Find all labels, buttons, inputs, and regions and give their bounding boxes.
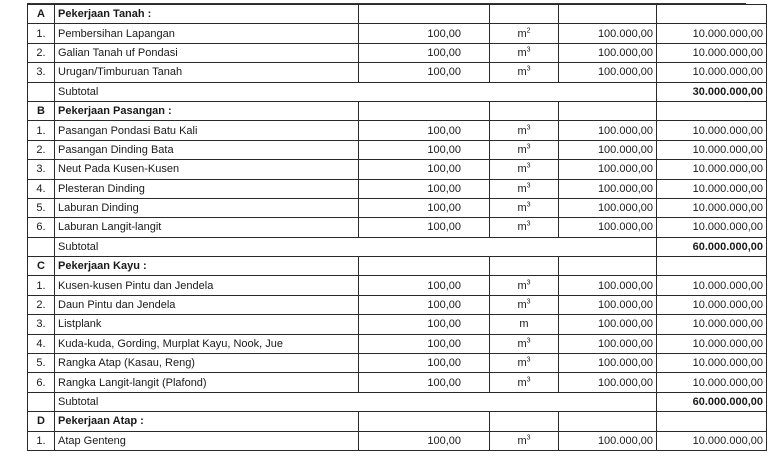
unit-exponent: 3 — [526, 375, 531, 383]
empty-cell — [28, 82, 55, 101]
item-number: 2. — [28, 43, 55, 62]
table-row — [28, 334, 767, 353]
item-unit — [490, 431, 559, 450]
unit-label: m — [517, 163, 527, 176]
item-total: 10.000.000,00 — [657, 295, 767, 314]
item-description: Urugan/Timburuan Tanah — [55, 63, 359, 82]
section-header-row — [28, 257, 767, 276]
unit-label: m — [517, 202, 527, 215]
empty-cell — [359, 82, 490, 101]
item-total: 10.000.000,00 — [657, 121, 767, 140]
item-unit-price: 100.000,00 — [559, 431, 657, 450]
item-number: 5. — [28, 198, 55, 217]
item-unit — [490, 43, 559, 62]
item-description: Laburan Dinding — [55, 198, 359, 217]
item-number: 1. — [28, 276, 55, 295]
table-row — [28, 63, 767, 82]
empty-cell — [559, 412, 657, 431]
item-unit — [490, 160, 559, 179]
item-unit-price: 100.000,00 — [559, 121, 657, 140]
item-description: Kuda-kuda, Gording, Murplat Kayu, Nook, Jue — [55, 334, 359, 353]
section-letter: B — [28, 101, 55, 120]
section-header-row — [28, 101, 767, 120]
item-number: 6. — [28, 373, 55, 392]
table-row — [28, 179, 767, 198]
empty-cell — [359, 5, 490, 24]
item-volume: 100,00 — [359, 179, 490, 198]
unit-exponent: 3 — [526, 65, 531, 73]
item-unit — [490, 373, 559, 392]
item-unit-price: 100.000,00 — [559, 373, 657, 392]
item-volume: 100,00 — [359, 24, 490, 43]
item-unit-price: 100.000,00 — [559, 140, 657, 159]
item-total: 10.000.000,00 — [657, 179, 767, 198]
item-number: 4. — [28, 334, 55, 353]
item-total: 10.000.000,00 — [657, 160, 767, 179]
table-row — [28, 198, 767, 217]
item-volume: 100,00 — [359, 218, 490, 237]
item-number: 3. — [28, 63, 55, 82]
item-number: 1. — [28, 121, 55, 140]
item-total: 10.000.000,00 — [657, 354, 767, 373]
unit-label: m — [517, 434, 527, 447]
subtotal-label: Subtotal — [55, 82, 359, 101]
unit-exponent: 3 — [526, 123, 531, 131]
table-row — [28, 431, 767, 450]
unit-label: m — [517, 182, 527, 195]
item-number: 2. — [28, 140, 55, 159]
empty-cell — [490, 257, 559, 276]
empty-cell — [359, 237, 490, 256]
empty-cell — [559, 5, 657, 24]
item-unit-price: 100.000,00 — [559, 276, 657, 295]
item-number: 1. — [28, 431, 55, 450]
item-description: Rangka Langit-langit (Plafond) — [55, 373, 359, 392]
item-total: 10.000.000,00 — [657, 63, 767, 82]
item-unit-price: 100.000,00 — [559, 354, 657, 373]
unit-exponent: 3 — [526, 298, 531, 306]
table-row — [28, 276, 767, 295]
unit-label: m — [517, 66, 527, 79]
unit-exponent: 3 — [526, 434, 531, 442]
empty-cell — [490, 412, 559, 431]
item-total: 10.000.000,00 — [657, 24, 767, 43]
item-description: Atap Genteng — [55, 431, 359, 450]
subtotal-value: 60.000.000,00 — [657, 392, 767, 411]
empty-cell — [490, 392, 559, 411]
empty-cell — [28, 392, 55, 411]
unit-label: m — [517, 279, 527, 292]
section-title: Pekerjaan Kayu : — [55, 257, 359, 276]
item-unit-price: 100.000,00 — [559, 218, 657, 237]
section-title: Pekerjaan Atap : — [55, 412, 359, 431]
subtotal-label: Subtotal — [55, 237, 359, 256]
unit-label: m — [517, 337, 527, 350]
item-total: 10.000.000,00 — [657, 218, 767, 237]
section-title: Pekerjaan Pasangan : — [55, 101, 359, 120]
unit-label: m — [519, 318, 529, 331]
section-letter: C — [28, 257, 55, 276]
item-unit — [490, 295, 559, 314]
item-total: 10.000.000,00 — [657, 276, 767, 295]
table-row — [28, 315, 767, 334]
item-unit — [490, 276, 559, 295]
item-unit-price: 100.000,00 — [559, 315, 657, 334]
unit-label: m — [517, 27, 527, 40]
item-number: 1. — [28, 24, 55, 43]
item-description: Listplank — [55, 315, 359, 334]
item-unit — [490, 315, 559, 334]
item-volume: 100,00 — [359, 373, 490, 392]
unit-exponent: 3 — [526, 337, 531, 345]
item-unit-price: 100.000,00 — [559, 160, 657, 179]
empty-cell — [28, 237, 55, 256]
empty-cell — [657, 5, 767, 24]
empty-cell — [657, 101, 767, 120]
table-row — [28, 218, 767, 237]
cost-estimate-sheet — [27, 0, 763, 451]
table-row — [28, 43, 767, 62]
empty-cell — [657, 412, 767, 431]
item-volume: 100,00 — [359, 354, 490, 373]
section-title: Pekerjaan Tanah : — [55, 5, 359, 24]
unit-exponent: 3 — [526, 201, 531, 209]
empty-cell — [559, 82, 657, 101]
item-volume: 100,00 — [359, 295, 490, 314]
unit-label: m — [517, 124, 527, 137]
unit-label: m — [517, 376, 527, 389]
item-unit — [490, 179, 559, 198]
item-description: Pasangan Pondasi Batu Kali — [55, 121, 359, 140]
item-unit — [490, 218, 559, 237]
unit-label: m — [517, 143, 527, 156]
empty-cell — [559, 237, 657, 256]
item-number: 3. — [28, 315, 55, 334]
subtotal-row — [28, 82, 767, 101]
subtotal-value: 30.000.000,00 — [657, 82, 767, 101]
item-total: 10.000.000,00 — [657, 315, 767, 334]
item-description: Neut Pada Kusen-Kusen — [55, 160, 359, 179]
item-volume: 100,00 — [359, 43, 490, 62]
item-number: 3. — [28, 160, 55, 179]
unit-label: m — [517, 357, 527, 370]
table-body — [28, 5, 767, 451]
item-volume: 100,00 — [359, 160, 490, 179]
item-unit — [490, 334, 559, 353]
item-total: 10.000.000,00 — [657, 198, 767, 217]
item-volume: 100,00 — [359, 276, 490, 295]
empty-cell — [359, 101, 490, 120]
item-total: 10.000.000,00 — [657, 334, 767, 353]
empty-cell — [559, 101, 657, 120]
item-number: 6. — [28, 218, 55, 237]
empty-cell — [559, 257, 657, 276]
empty-cell — [359, 257, 490, 276]
empty-cell — [359, 392, 490, 411]
item-unit-price: 100.000,00 — [559, 334, 657, 353]
item-unit-price: 100.000,00 — [559, 179, 657, 198]
item-unit — [490, 140, 559, 159]
item-unit-price: 100.000,00 — [559, 24, 657, 43]
item-total: 10.000.000,00 — [657, 431, 767, 450]
table-row — [28, 121, 767, 140]
item-description: Daun Pintu dan Jendela — [55, 295, 359, 314]
item-volume: 100,00 — [359, 63, 490, 82]
item-description: Rangka Atap (Kasau, Reng) — [55, 354, 359, 373]
section-header-row — [28, 412, 767, 431]
cost-estimate-table — [27, 4, 767, 451]
empty-cell — [559, 392, 657, 411]
unit-exponent: 3 — [526, 356, 531, 364]
unit-label: m — [517, 299, 527, 312]
item-number: 2. — [28, 295, 55, 314]
empty-cell — [657, 257, 767, 276]
table-row — [28, 354, 767, 373]
item-unit — [490, 63, 559, 82]
subtotal-row — [28, 237, 767, 256]
item-description: Laburan Langit-langit — [55, 218, 359, 237]
unit-exponent: 3 — [526, 162, 531, 170]
item-description: Kusen-kusen Pintu dan Jendela — [55, 276, 359, 295]
empty-cell — [359, 412, 490, 431]
item-total: 10.000.000,00 — [657, 373, 767, 392]
subtotal-row — [28, 392, 767, 411]
item-description: Pembersihan Lapangan — [55, 24, 359, 43]
section-letter: D — [28, 412, 55, 431]
item-volume: 100,00 — [359, 431, 490, 450]
item-unit — [490, 198, 559, 217]
empty-cell — [490, 82, 559, 101]
item-unit — [490, 121, 559, 140]
table-row — [28, 373, 767, 392]
item-description: Plesteran Dinding — [55, 179, 359, 198]
section-header-row — [28, 5, 767, 24]
unit-label: m — [517, 221, 527, 234]
item-number: 4. — [28, 179, 55, 198]
unit-exponent: 3 — [526, 279, 531, 286]
empty-cell — [490, 101, 559, 120]
table-row — [28, 160, 767, 179]
item-volume: 100,00 — [359, 121, 490, 140]
section-letter: A — [28, 5, 55, 24]
item-total: 10.000.000,00 — [657, 43, 767, 62]
item-number: 5. — [28, 354, 55, 373]
item-unit — [490, 354, 559, 373]
item-description: Galian Tanah uf Pondasi — [55, 43, 359, 62]
item-volume: 100,00 — [359, 334, 490, 353]
unit-exponent: 3 — [526, 182, 531, 190]
item-volume: 100,00 — [359, 315, 490, 334]
item-unit-price: 100.000,00 — [559, 295, 657, 314]
unit-exponent: 3 — [526, 143, 531, 151]
empty-cell — [490, 5, 559, 24]
table-row — [28, 295, 767, 314]
unit-exponent: 2 — [526, 26, 531, 34]
item-total: 10.000.000,00 — [657, 140, 767, 159]
subtotal-label: Subtotal — [55, 392, 359, 411]
subtotal-value: 60.000.000,00 — [657, 237, 767, 256]
item-volume: 100,00 — [359, 140, 490, 159]
item-unit-price: 100.000,00 — [559, 63, 657, 82]
unit-exponent: 3 — [526, 46, 531, 54]
table-row — [28, 140, 767, 159]
item-unit-price: 100.000,00 — [559, 43, 657, 62]
item-description: Pasangan Dinding Bata — [55, 140, 359, 159]
unit-label: m — [517, 46, 527, 59]
item-unit-price: 100.000,00 — [559, 198, 657, 217]
unit-exponent: 3 — [526, 220, 531, 228]
empty-cell — [490, 237, 559, 256]
table-row — [28, 24, 767, 43]
item-unit — [490, 24, 559, 43]
item-volume: 100,00 — [359, 198, 490, 217]
